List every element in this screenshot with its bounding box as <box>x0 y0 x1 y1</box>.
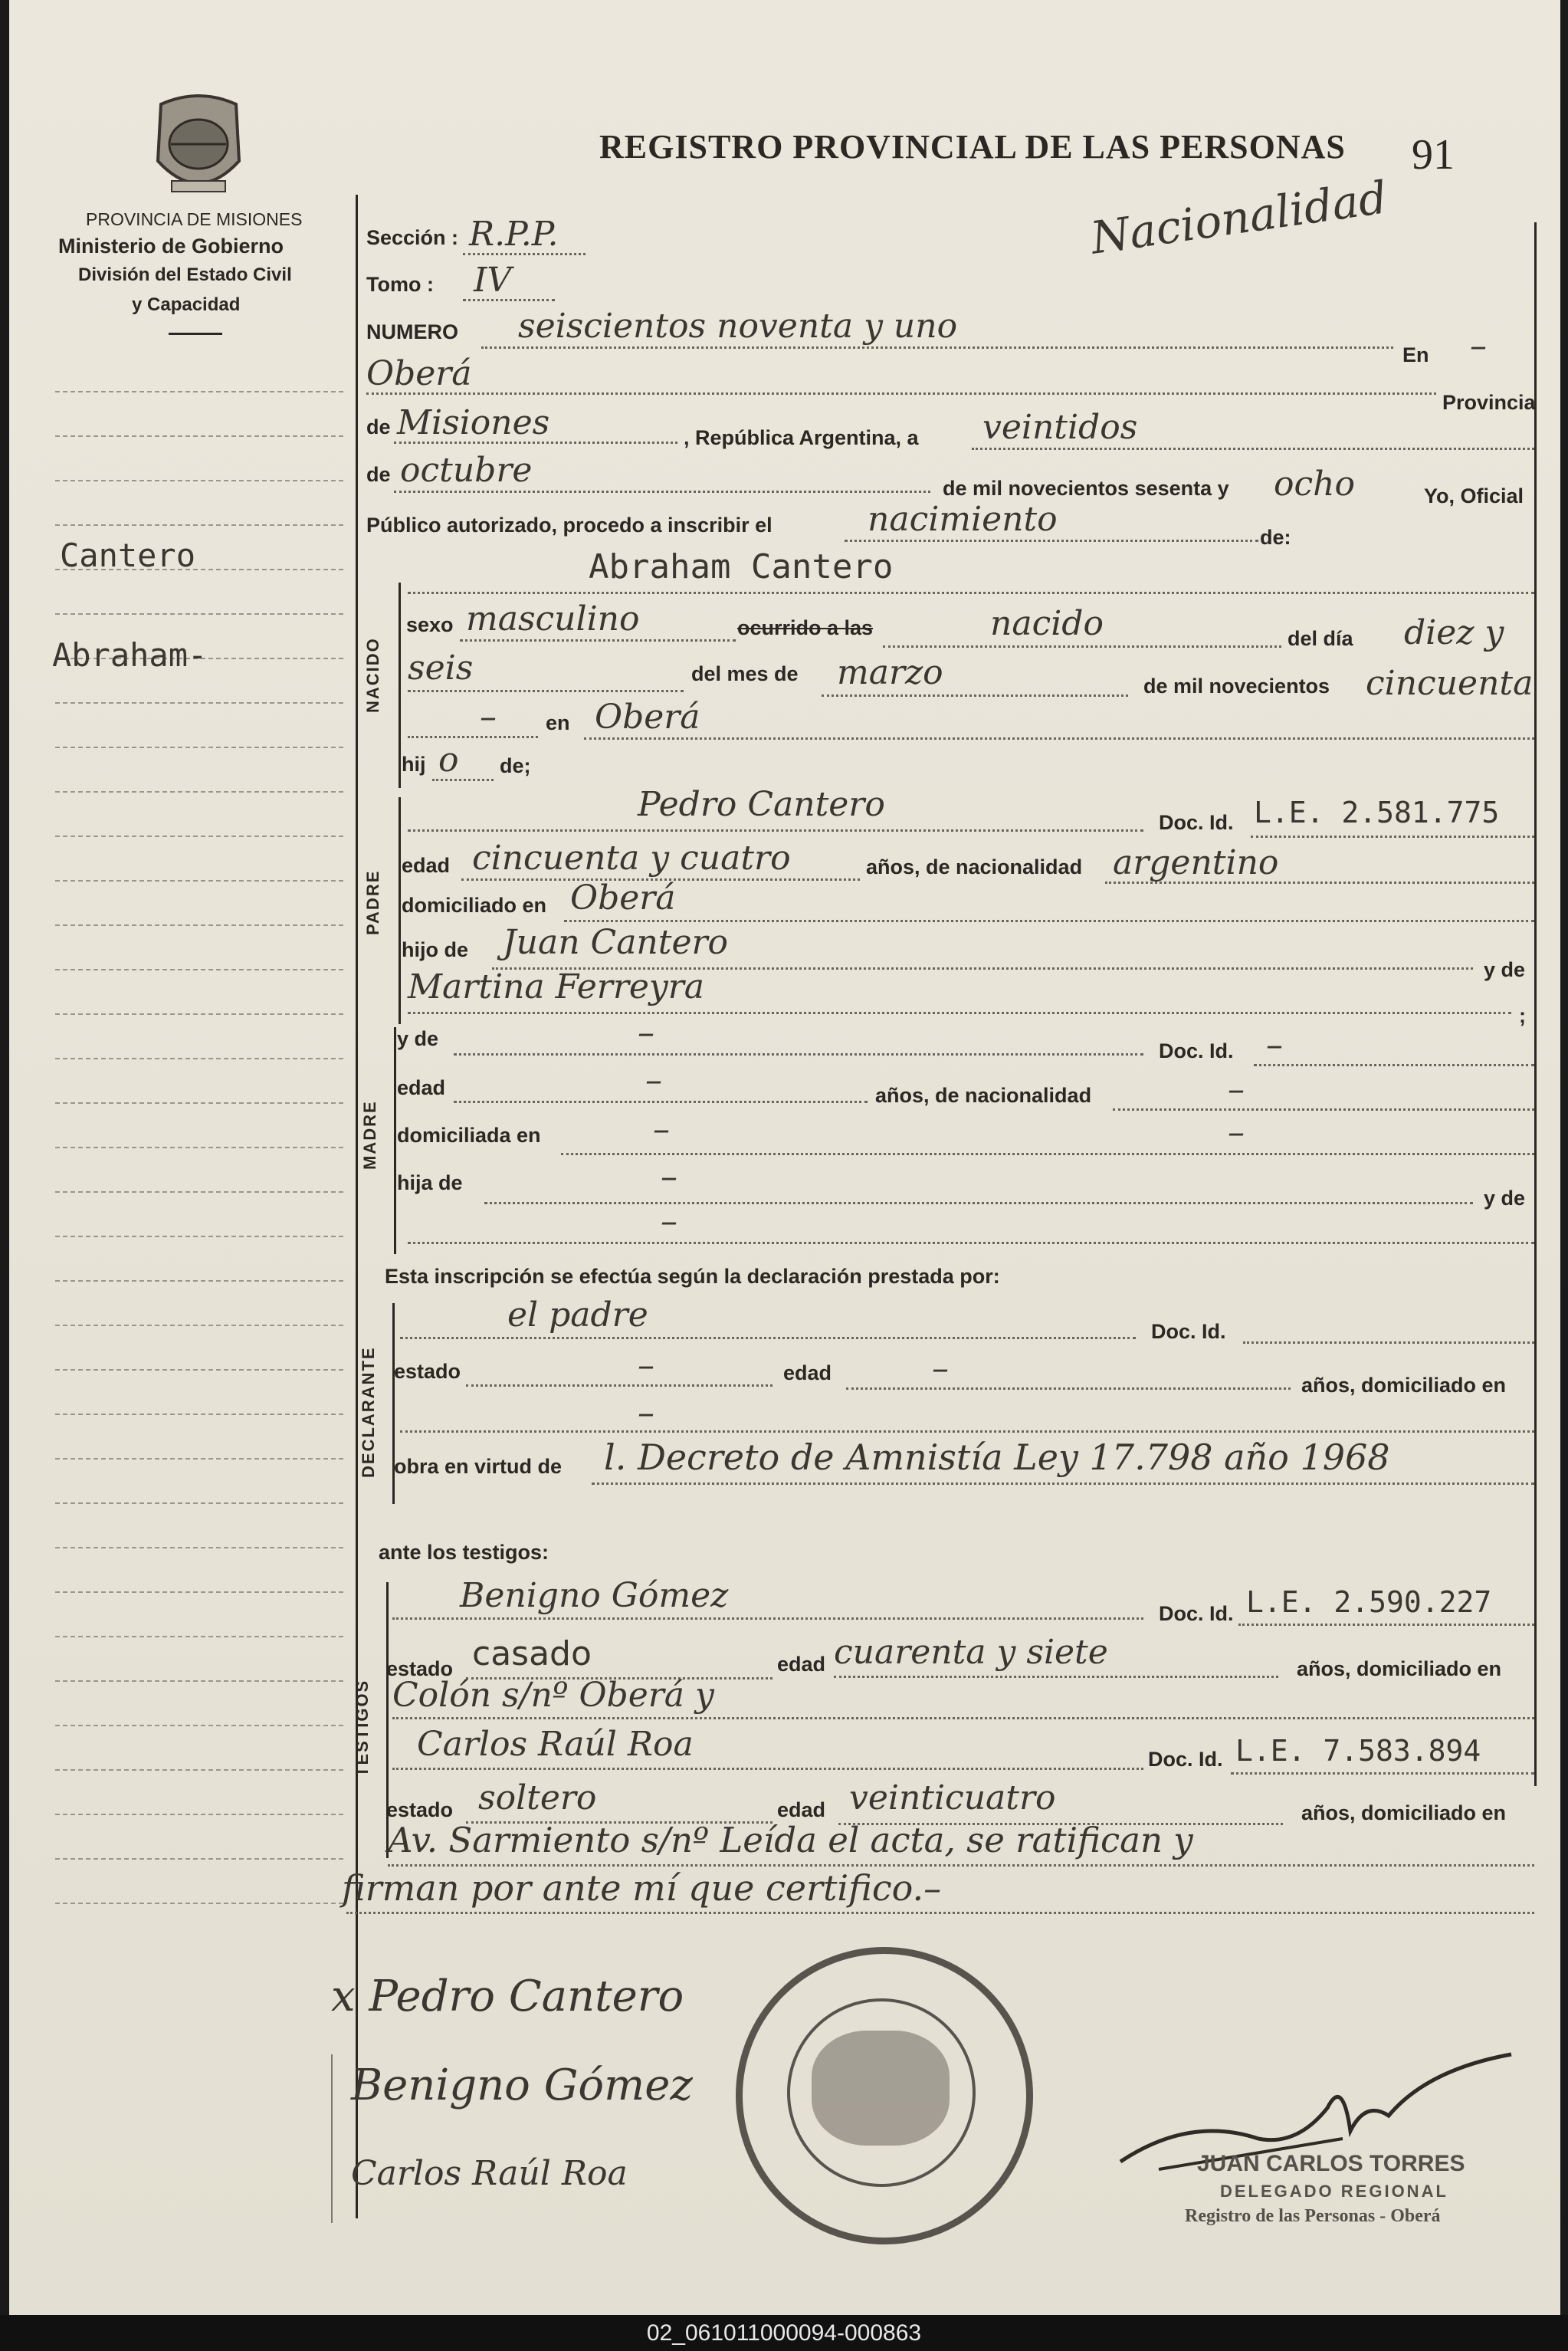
nacido-bracket <box>399 583 401 788</box>
ocurrido-line <box>883 645 1281 648</box>
en-value: – <box>1470 327 1487 366</box>
day-line <box>972 448 1534 450</box>
province-value: Misiones <box>397 403 550 442</box>
margin-line <box>55 924 343 926</box>
madre-edad-value: – <box>645 1061 662 1100</box>
signature-benigno-gomez: Benigno Gómez <box>351 2060 693 2110</box>
madre-doc-line <box>1254 1064 1534 1066</box>
signature-guide-line <box>331 2054 333 2223</box>
madre-doc-value: – <box>1266 1026 1283 1065</box>
witness1-edad-label: edad <box>777 1653 826 1676</box>
ocurrido-label: ocurrido a las <box>737 616 874 639</box>
margin-line <box>55 1147 343 1148</box>
padre-bracket <box>399 797 401 1024</box>
witness2-doc-value: L.E. 7.583.894 <box>1235 1734 1481 1768</box>
publico-text: Público autorizado, procedo a inscribir el <box>366 514 773 537</box>
witness1-doc-value: L.E. 2.590.227 <box>1246 1585 1492 1619</box>
hijo-label: hij <box>402 753 426 776</box>
madre-y-de-label: y de <box>397 1027 439 1050</box>
margin-line <box>55 435 343 437</box>
declarante-estado-line <box>466 1384 773 1387</box>
closing-text: firman por ante mí que certifico.– <box>342 1867 942 1909</box>
de-colon: de: <box>1260 526 1291 549</box>
margin-line <box>55 613 343 615</box>
sexo-line <box>460 639 736 642</box>
witness1-dom-line <box>392 1717 1534 1719</box>
madre-dom-value: – <box>653 1110 670 1149</box>
dia-value-cont: seis <box>408 648 474 688</box>
coat-of-arms-logo <box>146 90 251 198</box>
witness1-edad-line <box>834 1676 1278 1678</box>
obra-value: l. Decreto de Amnistía Ley 17.798 año 1968 <box>604 1437 1390 1478</box>
witness2-doc-line <box>1231 1772 1534 1775</box>
margin-line <box>55 1102 343 1104</box>
hijo-de-label: de; <box>500 754 531 777</box>
officer-office: Registro de las Personas - Oberá <box>1185 2206 1441 2226</box>
witness2-estado-label: estado <box>386 1798 454 1821</box>
numero-value: seiscientos noventa y uno <box>518 307 958 346</box>
acto-value: nacimiento <box>868 500 1058 539</box>
padre-hijo-de-label: hijo de <box>402 938 468 961</box>
declarante-edad-value: – <box>932 1349 949 1388</box>
page-title: REGISTRO PROVINCIAL DE LAS PERSONAS <box>599 128 1346 166</box>
place-value: Oberá <box>366 354 472 393</box>
org-division: División del Estado Civil <box>78 264 292 285</box>
sexo-value: masculino <box>466 599 640 639</box>
padre-dom-value: Oberá <box>570 878 676 918</box>
nacido-label: NACIDO <box>363 637 382 713</box>
witness2-name-line <box>392 1768 1143 1770</box>
declarante-estado-label: estado <box>394 1360 461 1383</box>
madre-dom-line <box>561 1153 1534 1155</box>
margin-line <box>55 1191 343 1193</box>
madre-y-de2-label: y de <box>1484 1187 1526 1210</box>
margin-line <box>55 1858 343 1860</box>
numero-line <box>481 346 1393 349</box>
witness1-doc-label: Doc. Id. <box>1159 1602 1234 1625</box>
madre-dom-label: domiciliada en <box>397 1124 541 1147</box>
margin-line <box>55 880 343 882</box>
padre-mother-value: Martina Ferreyra <box>408 967 705 1006</box>
seal-center-emblem <box>812 2031 950 2146</box>
madre-bracket <box>394 1027 396 1254</box>
republica-text: , República Argentina, a <box>684 426 919 449</box>
testigos-intro: ante los testigos: <box>379 1541 549 1564</box>
declarante-name-line <box>400 1337 1136 1339</box>
ocurrido-value: nacido <box>990 604 1104 643</box>
del-dia-label: del día <box>1288 627 1353 650</box>
declarante-dom-label: años, domiciliado en <box>1301 1374 1507 1397</box>
margin-given-name: Abraham- <box>52 636 208 674</box>
declarante-dom-line <box>400 1430 1534 1433</box>
official-round-seal <box>736 1947 1033 2244</box>
margin-line <box>55 524 343 526</box>
padre-edad-label: edad <box>402 854 451 877</box>
provincia-label: Provincia <box>1442 391 1536 414</box>
obra-line <box>592 1483 1534 1485</box>
year-value: ocho <box>1274 465 1355 504</box>
padre-father-value: Juan Cantero <box>503 923 729 962</box>
declarante-intro: Esta inscripción se efectúa según la declaración prestada por: <box>385 1265 1000 1288</box>
hijo-line <box>432 779 494 781</box>
mil-label: de mil novecientos <box>1143 675 1330 698</box>
main-vertical-rule <box>356 195 358 2218</box>
org-ministry: Ministerio de Gobierno <box>58 235 284 258</box>
officer-title: DELEGADO REGIONAL <box>1220 2182 1448 2201</box>
tomo-label: Tomo : <box>366 273 434 296</box>
margin-line <box>55 1769 343 1771</box>
margin-line <box>55 391 343 392</box>
margin-line <box>55 1369 343 1371</box>
margin-line <box>55 1058 343 1059</box>
margin-line <box>55 1636 343 1637</box>
padre-semicolon: ; <box>1519 1004 1526 1027</box>
witness2-name: Carlos Raúl Roa <box>417 1725 694 1764</box>
witness2-estado-value: soltero <box>478 1778 597 1817</box>
oficial-text: Yo, Oficial <box>1424 484 1524 507</box>
anio-prefix: – <box>480 698 497 737</box>
madre-hija-line <box>484 1202 1473 1204</box>
hijo-value: o <box>438 740 459 780</box>
margin-line <box>55 480 343 481</box>
witness2-dom-label: años, domiciliado en <box>1301 1801 1507 1824</box>
declarante-name-value: el padre <box>507 1295 648 1335</box>
declarante-doc-label: Doc. Id. <box>1151 1320 1226 1343</box>
declarante-dom-value: – <box>638 1394 654 1433</box>
madre-name-value: – <box>638 1013 654 1052</box>
madre-name-line <box>454 1053 1143 1056</box>
witness1-dom-value: Colón s/nº Oberá y <box>392 1676 714 1715</box>
org-divider <box>169 333 222 335</box>
year-text: de mil novecientos sesenta y <box>943 477 1229 500</box>
mes-value: marzo <box>837 653 943 692</box>
padre-edad-value: cincuenta y cuatro <box>472 839 791 878</box>
padre-name-line <box>408 829 1143 832</box>
anio-value: cincuenta <box>1366 664 1534 703</box>
margin-line <box>55 1502 343 1504</box>
lugar-value: Oberá <box>595 698 700 737</box>
margin-line <box>55 1547 343 1548</box>
margin-line <box>55 969 343 970</box>
declarante-doc-line <box>1243 1341 1534 1344</box>
name-line <box>408 592 1534 594</box>
day-value: veintidos <box>982 408 1138 447</box>
padre-name: Pedro Cantero <box>638 785 885 824</box>
anio-prefix-line <box>408 736 538 738</box>
madre-edad-line <box>454 1101 868 1103</box>
declarante-edad-label: edad <box>783 1361 832 1384</box>
en-label: En <box>1402 343 1429 366</box>
margin-surname: Cantero <box>60 537 196 574</box>
org-capacity: y Capacidad <box>132 294 241 315</box>
padre-mother-line <box>408 1012 1511 1014</box>
margin-line <box>55 1903 343 1904</box>
province-de-label: de <box>366 415 391 438</box>
right-border <box>1534 222 1537 1786</box>
margin-line <box>55 1280 343 1282</box>
madre-nac-value: – <box>1228 1070 1245 1109</box>
witness2-edad-value: veinticuatro <box>849 1778 1056 1817</box>
padre-nac-value: argentino <box>1113 843 1279 882</box>
nacido-en-label: en <box>546 711 570 734</box>
province-line <box>394 442 677 444</box>
testigos-label: TESTIGOS <box>353 1679 372 1777</box>
seccion-value: R.P.P. <box>469 215 559 254</box>
padre-label: PADRE <box>363 869 382 935</box>
nationality-stamp-note: Nacionalidad <box>1087 171 1390 264</box>
numero-label: NUMERO <box>366 320 458 343</box>
madre-extra-line <box>408 1242 1534 1244</box>
dia-cont-line <box>408 690 684 692</box>
month-de-label: de <box>366 463 391 486</box>
declarante-label: DECLARANTE <box>359 1346 378 1478</box>
dia-value: diez y <box>1404 613 1504 652</box>
padre-doc-line <box>1251 836 1534 838</box>
lugar-line <box>584 737 1534 740</box>
madre-edad-label: edad <box>397 1076 446 1099</box>
del-mes-label: del mes de <box>691 662 799 685</box>
margin-line <box>55 1414 343 1415</box>
org-province: PROVINCIA DE MISIONES <box>86 209 303 229</box>
registry-page <box>9 0 1560 2315</box>
page-number: 91 <box>1412 131 1455 179</box>
madre-dom-value-2: – <box>1228 1113 1245 1152</box>
witness1-estado-value: casado <box>472 1634 592 1673</box>
seccion-label: Sección : <box>366 226 459 249</box>
signature-pedro-cantero: x Pedro Cantero <box>331 1972 684 2021</box>
witness2-edad-label: edad <box>777 1798 826 1821</box>
padre-dom-line <box>564 920 1534 922</box>
witness2-doc-label: Doc. Id. <box>1148 1748 1223 1771</box>
margin-line <box>55 1013 343 1015</box>
madre-label: MADRE <box>360 1100 379 1170</box>
margin-line <box>55 1236 343 1237</box>
witness2-dom-value: Av. Sarmiento s/nº Leída el acta, se ratifican y <box>388 1820 1193 1860</box>
padre-doc-label: Doc. Id. <box>1159 811 1234 834</box>
witness2-dom-line <box>388 1864 1534 1867</box>
place-line <box>366 392 1436 395</box>
margin-line <box>55 1680 343 1682</box>
witness1-estado-label: estado <box>386 1657 454 1680</box>
month-line <box>394 491 930 493</box>
madre-hija-value: – <box>661 1157 677 1197</box>
margin-line <box>55 1814 343 1815</box>
madre-nac-line <box>1113 1108 1534 1111</box>
officer-name: JUAN CARLOS TORRES <box>1197 2151 1465 2176</box>
declarante-estado-value: – <box>638 1346 654 1385</box>
margin-line <box>55 747 343 748</box>
padre-dom-label: domiciliado en <box>402 894 547 917</box>
witness1-edad-value: cuarenta y siete <box>834 1633 1108 1672</box>
image-caption-bar <box>0 2315 1568 2351</box>
obra-label: obra en virtud de <box>394 1455 563 1478</box>
witness1-name: Benigno Gómez <box>460 1576 729 1615</box>
madre-doc-label: Doc. Id. <box>1159 1039 1234 1062</box>
madre-hija-value-2: – <box>661 1202 677 1241</box>
margin-line <box>55 836 343 837</box>
image-code: 02_061011000094-000863 <box>646 2320 922 2346</box>
acto-line <box>845 540 1258 542</box>
margin-line <box>55 702 343 704</box>
witness1-name-line <box>392 1617 1143 1620</box>
margin-line <box>55 1325 343 1326</box>
madre-nac-label: años, de nacionalidad <box>875 1084 1092 1107</box>
witness1-doc-line <box>1238 1624 1534 1626</box>
sexo-label: sexo <box>406 613 454 636</box>
mes-line <box>822 694 1128 697</box>
signature-carlos-roa: Carlos Raúl Roa <box>351 2154 628 2193</box>
declarante-edad-line <box>846 1387 1291 1390</box>
closing-line <box>346 1912 1534 1914</box>
margin-line <box>55 1591 343 1593</box>
margin-line <box>55 1458 343 1460</box>
registered-name: Abraham Cantero <box>589 547 894 586</box>
tomo-line <box>463 299 555 301</box>
seccion-line <box>463 253 586 255</box>
margin-line <box>55 1725 343 1726</box>
padre-y-de-label: y de <box>1484 958 1526 981</box>
padre-doc-value: L.E. 2.581.775 <box>1254 796 1500 829</box>
month-value: octubre <box>400 451 533 490</box>
padre-nac-label: años, de nacionalidad <box>866 855 1083 878</box>
madre-hija-label: hija de <box>397 1171 463 1194</box>
margin-line <box>55 791 343 793</box>
padre-nac-line <box>1105 882 1534 884</box>
witness1-dom-label: años, domiciliado en <box>1297 1657 1502 1680</box>
tomo-value: IV <box>474 261 512 300</box>
